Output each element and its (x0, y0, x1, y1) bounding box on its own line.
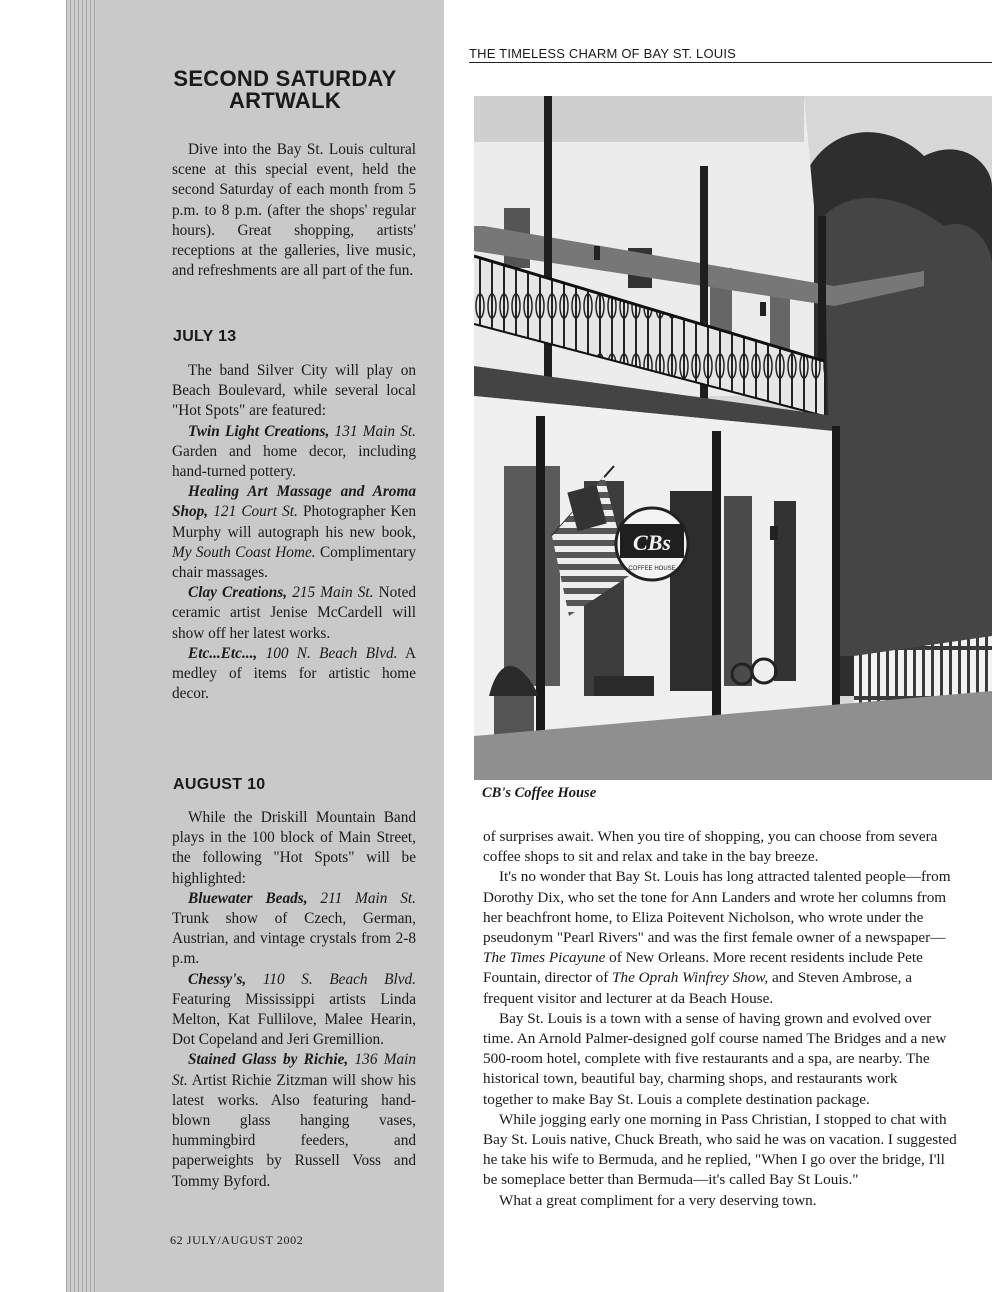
article-line: While jogging early one morning in Pass Christian, I stopped to chat with (499, 1110, 947, 1128)
page-folio: 62 JULY/AUGUST 2002 (170, 1233, 304, 1247)
venue-address: 136 Main St. (172, 1051, 416, 1089)
july-section (172, 361, 416, 704)
venue-description: Photographer Ken Murphy will autograph his new book, (172, 503, 417, 541)
article-line: Bay St. Louis is a town with a sense of having grown and evolved over (499, 1009, 932, 1027)
venue-name: Etc...Etc..., (188, 644, 258, 662)
book-title: My South Coast Home. (172, 543, 316, 561)
venue-name: Twin Light Creations, (188, 422, 330, 440)
article-line: time. An Arnold Palmer-designed golf course named The Bridges and a new (483, 1030, 947, 1048)
article-line: of surprises await. When you tire of shopping, you can choose from severa (483, 828, 938, 845)
article-line: frequent visitor and lecturer at da Beach House. (483, 989, 774, 1007)
july-spot (172, 422, 416, 483)
venue-description: Artist Richie Zitzman will show his latest works. Also featuring hand-blown glass hanging vases, hummingbird feeders, and paperweights by Russell Voss and Tommy Byford. (172, 1071, 416, 1190)
july-spot (172, 482, 416, 583)
article-line: 500-room hotel, complete with five restaurants and a spa, are nearby. The (483, 1050, 930, 1068)
sidebar-title-line-2: ARTWALK (228, 88, 342, 113)
page-gutter-scan-shadow (66, 0, 96, 1292)
article-line-text: and Steven Ambrose, a (768, 969, 913, 987)
article-body (483, 827, 992, 1211)
july-intro: The band Silver City will play on Beach Boulevard, while several local "Hot Spots" are featured: (172, 362, 416, 420)
venue-name: Chessy's, (188, 970, 247, 988)
sidebar-title (150, 68, 420, 112)
venue-name: Bluewater Beads, (188, 889, 308, 907)
article-line: Bay St. Louis native, Chuck Breath, who said he was on vacation. I suggested (483, 1131, 957, 1149)
venue-description: A medley of items for artistic home decor. (172, 644, 416, 703)
article-line-text: of New Orleans. More recent residents include Pete (605, 949, 923, 967)
august-heading: AUGUST 10 (173, 776, 266, 793)
venue-address: 215 Main St. (292, 584, 374, 602)
venue-name: Healing Art Massage and Aroma Shop, (172, 483, 416, 521)
show-title: The Oprah Winfrey Show, (612, 969, 769, 987)
venue-description: Complimentary chair massages. (172, 543, 416, 582)
july-spot (172, 583, 416, 644)
venue-name: Clay Creations, (188, 584, 288, 602)
venue-description: Garden and home decor, including hand-turned pottery. (172, 442, 416, 481)
article-line: her beachfront home, to Eliza Poitevent Nicholson, who wrote under the (483, 908, 924, 926)
venue-address: 121 Court St. (213, 503, 298, 521)
venue-description: Featuring Mississippi artists Linda Melton, Kat Fullilove, Malee Hearin, Dot Copeland and Jeri Gremillion. (172, 990, 416, 1049)
article-line: coffee shops to sit and relax and take in the bay breeze. (483, 848, 819, 866)
coffee-house-illustration (474, 96, 992, 780)
article-line (483, 968, 992, 988)
article-line: be someplace better than Bermuda—it's called Bay St Louis." (483, 1171, 859, 1189)
venue-description: Trunk show of Czech, German, Austrian, and vintage crystals from 2-8 p.m. (172, 910, 416, 968)
august-spot (172, 970, 416, 1051)
article-line: he take his wife to Bermuda, and he replied, "When I go over the bridge, I'll (483, 1151, 945, 1169)
article-line: What a great compliment for a very deserving town. (499, 1191, 817, 1209)
venue-name: Stained Glass by Richie, (188, 1051, 349, 1069)
article-line: pseudonym "Pearl Rivers" and was the first female owner of a newspaper— (483, 929, 946, 947)
newspaper-title: The Times Picayune (483, 949, 606, 967)
article-line: together to make Bay St. Louis a complete destination package. (483, 1090, 870, 1108)
article-line-text: Fountain, director of (483, 969, 613, 987)
article-line (483, 948, 992, 968)
venue-address: 211 Main St. (320, 889, 416, 907)
august-intro: While the Driskill Mountain Band plays in the 100 block of Main Street, the following "Hot Spots" will be highlighted: (172, 809, 416, 887)
august-section (172, 808, 416, 1192)
august-spot (172, 1050, 416, 1191)
july-heading: JULY 13 (173, 328, 237, 345)
venue-address: 131 Main St. (334, 422, 417, 440)
article-line: It's no wonder that Bay St. Louis has long attracted talented people—from (499, 868, 951, 886)
venue-address: 100 N. Beach Blvd. (265, 644, 398, 662)
article-line: Dorothy Dix, who set the tone for Ann Landers and wrote her columns from (483, 888, 947, 906)
coffee-house-sign-ring: COFFEE HOUSE (628, 566, 676, 572)
venue-description: Noted ceramic artist Jenise McCardell will show off her latest works. (172, 584, 417, 642)
july-spot (172, 644, 416, 705)
sidebar-intro-text: Dive into the Bay St. Louis cultural scene at this special event, held the second Saturday of each month from 5 p.m. to 8 p.m. (after the shops' regular hours). Great shopping, artists' receptions at the galleries, live music, and refreshments are all part of the fun. (172, 141, 416, 280)
article-line: historical town, beautiful bay, charming shops, and restaurants work (483, 1070, 898, 1088)
sidebar-title-line-1: SECOND SATURDAY (173, 66, 397, 91)
cbs-sign-text: CBs (633, 530, 671, 555)
venue-address: 110 S. Beach Blvd. (262, 970, 416, 988)
running-head: THE TIMELESS CHARM OF BAY ST. LOUIS (469, 46, 992, 63)
august-spot (172, 889, 416, 970)
photo-caption: CB's Coffee House (482, 785, 597, 801)
coffee-house-photo (474, 96, 992, 780)
sidebar-intro (172, 140, 416, 281)
